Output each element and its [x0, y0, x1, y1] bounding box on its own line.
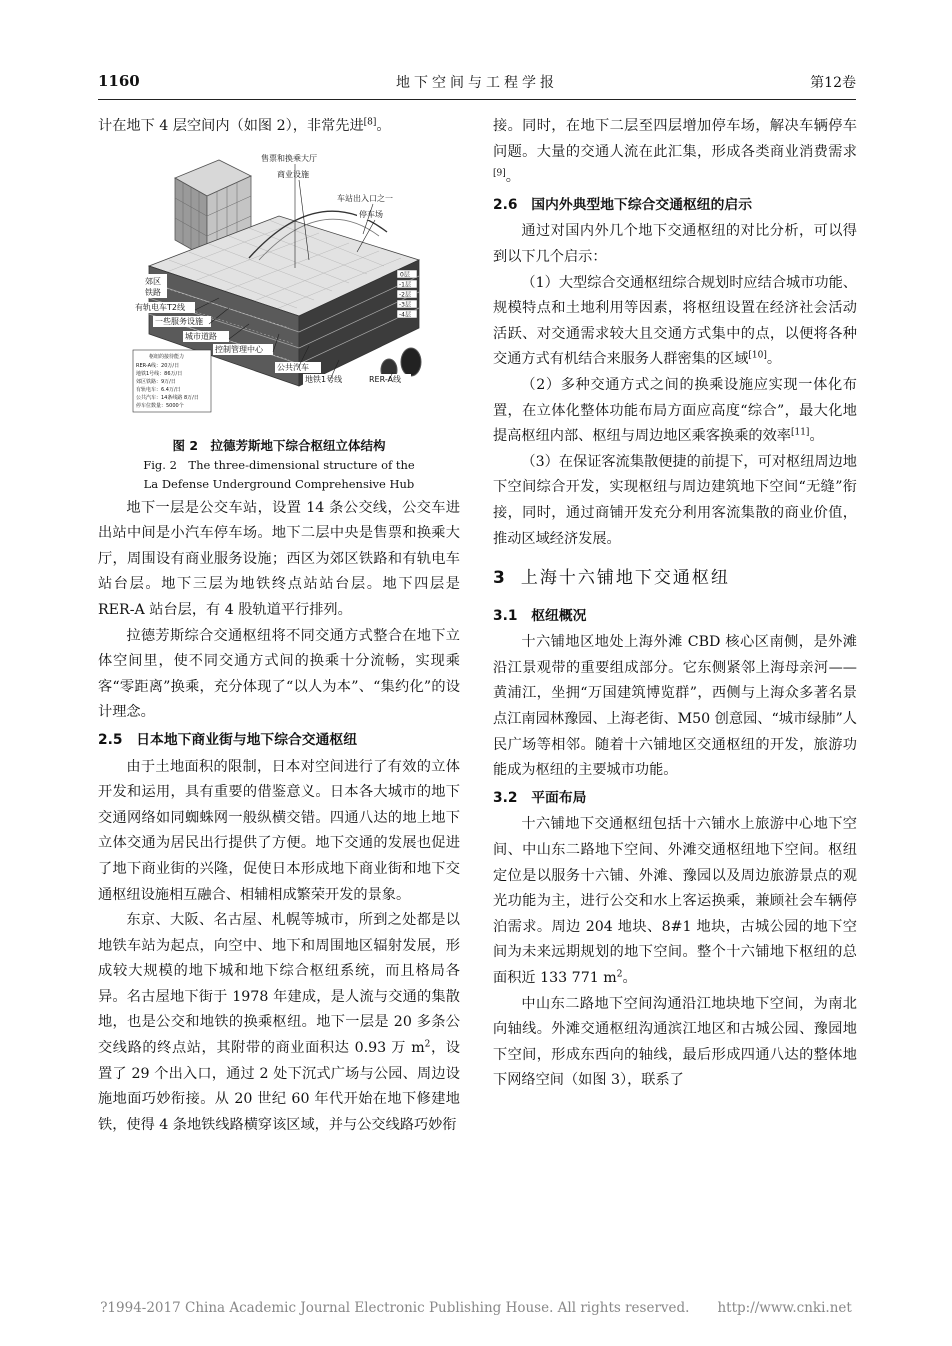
journal-title: 地下空间与工程学报 — [396, 75, 558, 91]
paragraph: 由于土地面积的限制，日本对空间进行了有效的立体开发和运用，具有重要的借鉴意义。日本各大城市的地下交通网络如同蜘蛛网一般纵横交错。四通八达的地上地下立体交通为居民出行提供了方便。地下交通的发展也促进了地下商业街的兴隆，促使日本形成地下商业街和地下交通枢纽设施相互融合、相辅相成繁荣开发的景象。 — [98, 758, 460, 903]
label-entrance: 车站出入口之一 — [337, 193, 393, 203]
paragraph: 拉德芳斯综合交通枢纽将不同交通方式整合在地下立体空间里，使不同交通方式间的换乘十分流畅，实现乘客“零距离”换乘，充分体现了“以人为本”、“集约化”的设计理念。 — [98, 627, 460, 721]
paragraph: （3）在保证客流集散便捷的前提下，可对枢纽周边地下空间综合开发，实现枢纽与周边建筑地下空间“无缝”衔接，同时，通过商铺开发充分利用客流集散的商业价值，推动区域经济发展。 — [493, 453, 857, 547]
label-control: 控制管理中心 — [215, 344, 263, 354]
level-label: -3层 — [399, 301, 411, 309]
legend-title: 枢纽的接待能力 — [149, 353, 185, 360]
level-label: 0层 — [400, 271, 410, 279]
page-footer — [0, 1300, 952, 1316]
paragraph: 通过对国内外几个地下交通枢纽的对比分析，可以得到以下几个启示： — [493, 223, 857, 265]
right-column — [493, 114, 857, 1094]
citation[interactable]: [11] — [790, 427, 810, 438]
paragraph: 计在地下 4 层空间内（如图 2），非常先进[8]。 — [98, 117, 391, 134]
level-label: -2层 — [399, 291, 411, 299]
section-heading-2-5: 2.5 日本地下商业街与地下综合交通枢纽 — [98, 731, 357, 748]
label-parking: 停车场 — [359, 209, 383, 219]
hub-3d-diagram — [129, 148, 429, 428]
label-tram: 有轨电车T2线 — [135, 302, 185, 312]
copyright-notice: ?1994-2017 China Academic Journal Electronic Publishing House. All rights reserved. — [100, 1300, 690, 1316]
legend-line: 地铁1号线：86万/日 — [136, 370, 183, 377]
label-suburban: 郊区 — [145, 276, 161, 286]
label-railway: 铁路 — [145, 287, 161, 297]
label-ticket-hall: 售票和换乘大厅 — [261, 153, 317, 163]
legend-line: 有轨电车：6.4万/日 — [136, 386, 181, 393]
paragraph: 中山东二路地下空间沟通沿江地块地下空间，为南北向轴线。外滩交通枢纽沟通滨江地区和古城公园、豫园地下空间，形成东西向的轴线，最后形成四通八达的整体地下网络空间（如图 3），联系了 — [493, 995, 857, 1089]
citation[interactable]: [8] — [363, 117, 377, 128]
left-column — [98, 114, 460, 1138]
figure-caption-cn: 图 2 拉德芳斯地下综合枢纽立体结构 — [172, 437, 386, 453]
level-label: -4层 — [399, 311, 411, 319]
paragraph: 十六铺地下交通枢纽包括十六铺水上旅游中心地下空间、中山东二路地下空间、外滩交通枢纽地下空间。枢纽定位是以服务十六铺、外滩、豫园以及周边旅游景点的观光功能为主，进行公交和水上客运换乘，兼顾社会车辆停泊需求。周边 204 地块、8#1 地块，古城公园的地下空间为未来远期规划的地下空间。整个十六铺地下枢纽的总面积近 133 771 $m^2$。 — [493, 816, 857, 986]
figure-caption-en: La Defense Underground Comprehensive Hub — [143, 476, 415, 491]
paragraph: 十六铺地区地处上海外滩 CBD 核心区南侧，是外滩沿江景观带的重要组成部分。它东侧紧邻上海母亲河——黄浦江，坐拥“万国建筑博览群”，西侧与上海众多著名景点江南园林豫园、上海老街、M50 创意园、“城市绿肺”人民广场等相邻。随着十六铺地区交通枢纽的开发，旅游功能成为枢纽的主要城市功能。 — [493, 634, 857, 779]
legend-line: 公共汽车：14条线路 8万/日 — [136, 394, 199, 401]
section-heading-2-6: 2.6 国内外典型地下综合交通枢纽的启示 — [493, 196, 752, 213]
capacity-legend — [133, 350, 211, 412]
figure-2 — [129, 148, 429, 428]
legend-line: RER-A线：20万/日 — [136, 362, 180, 369]
section-heading-3-2: 3.2 平面布局 — [493, 789, 587, 806]
page-number: 1160 — [98, 72, 140, 90]
legend-line: 郊区铁路：9万/日 — [136, 378, 176, 385]
paragraph: （2）多种交通方式之间的换乘设施应实现一体化布置，在立体化整体功能布局方面应高度“综合”，最大化地提高枢纽内部、枢纽与周边地区乘客换乘的效率[11]。 — [493, 376, 857, 445]
figure-caption-en: Fig. 2 The three-dimensional structure of the — [143, 457, 415, 472]
citation[interactable]: [10] — [748, 350, 767, 361]
footer-link[interactable]: http://www.cnki.net — [717, 1300, 852, 1316]
header-rule — [98, 99, 856, 100]
section-heading-3-1: 3.1 枢纽概况 — [493, 607, 587, 624]
level-label: -1层 — [399, 281, 411, 289]
label-rer: RER-A线 — [369, 374, 402, 384]
volume-label: 第12卷 — [810, 75, 856, 91]
label-bus: 公共汽车 — [277, 362, 309, 372]
section-heading-3: 3 上海十六铺地下交通枢纽 — [493, 568, 730, 589]
paragraph: （1）大型综合交通枢纽综合规划时应结合城市功能、规模特点和土地利用等因素，将枢纽设置在经济社会活动活跃、对交通需求较大且交通方式集中的点，以便将各种交通方式有机结合来服务人群密集的区域[10]。 — [493, 274, 857, 368]
page-header — [98, 72, 856, 98]
label-commerce: 商业设施 — [277, 169, 309, 179]
paragraph: 接。同时，在地下二层至四层增加停车场，解决车辆停车问题。大量的交通人流在此汇集，形成各类商业消费需求[9]。 — [493, 118, 857, 186]
label-metro1: 地铁1号线 — [305, 374, 343, 384]
paragraph: 地下一层是公交车站，设置 14 条公交线，公交车进出站中间是小汽车停车场。地下二层中央是售票和换乘大厅，周围设有商业服务设施；西区为郊区铁路和有轨电车站台层。地下三层为地铁终点站站台层。地下四层是 RER-A 站台层，有 4 股轨道平行排列。 — [98, 499, 460, 618]
paragraph: 东京、大阪、名古屋、札幌等城市，所到之处都是以地铁车站为起点，向空中、地下和周围地区辐射发展，形成较大规模的地下城和地下综合枢纽系统，而且格局各异。名古屋地下街于 1978 年建成，是人流与交通的集散地，也是公交和地铁的换乘枢纽。地下一层是 20 多条公交线路的终点站，其附带的商业面积达 0.93 万 $m^2$，设置了 29 个出入口，通过 2 处下沉式广场与公园、周边设施地面巧妙衔接。从 20 世纪 60 年代开始在地下修建地铁，使得 4 条地铁线路横穿该区域，并与公交线路巧妙衔 — [98, 912, 460, 1133]
citation[interactable]: [9] — [493, 168, 506, 179]
label-road: 城市道路 — [185, 331, 217, 341]
label-services: 一些服务设施 — [155, 316, 203, 326]
legend-line: 停车位数量：5000个 — [136, 402, 184, 409]
